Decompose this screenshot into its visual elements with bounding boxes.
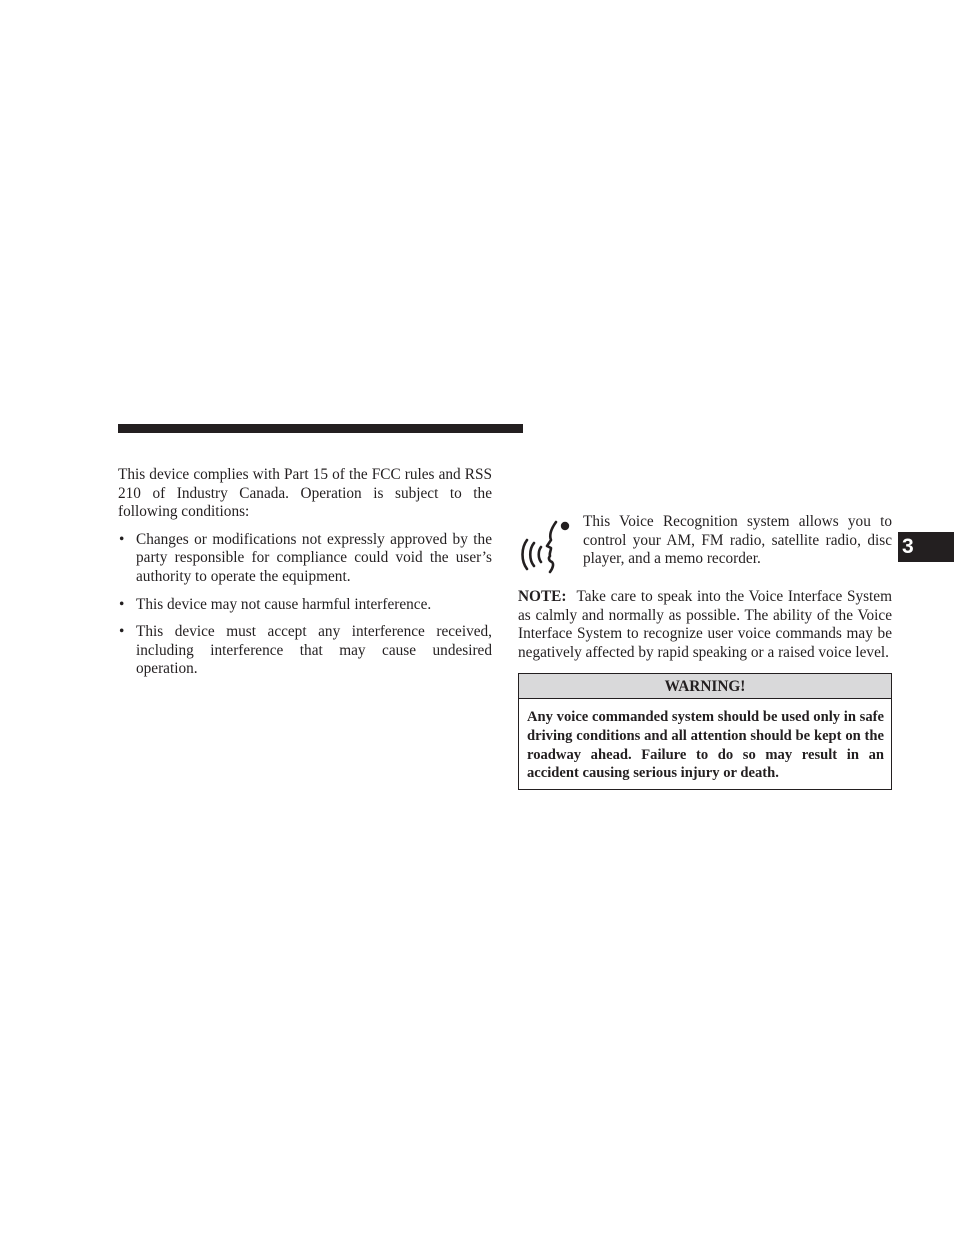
voice-recognition-icon <box>520 516 574 576</box>
warning-title: WARNING! <box>519 674 891 699</box>
list-item <box>118 623 492 679</box>
list-item <box>118 596 492 615</box>
section-rule <box>118 424 523 433</box>
list-item-text: This device may not cause harmful interference. <box>136 595 432 613</box>
bullet-icon: • <box>119 623 125 641</box>
list-item-text: This device must accept any interference received, including interference that may cause undesired operation. <box>136 623 492 678</box>
bullet-icon: • <box>119 595 125 613</box>
list-item <box>118 531 492 587</box>
warning-box <box>518 673 892 789</box>
fcc-intro-paragraph: This device complies with Part 15 of the FCC rules and RSS 210 of Industry Canada. Operation is subject to the following conditions: <box>118 466 492 521</box>
chapter-number: 3 <box>902 535 914 558</box>
left-column <box>118 466 492 688</box>
chapter-tab <box>898 532 954 562</box>
conditions-list <box>118 531 492 679</box>
warning-text: Any voice commanded system should be used only in safe driving conditions and all attention should be kept on the roadway ahead. Failure to do so may result in an accident causing serious injury or death. <box>527 709 884 782</box>
note-label: NOTE: <box>518 588 567 605</box>
note-paragraph <box>518 588 892 662</box>
bullet-icon: • <box>119 530 125 548</box>
right-column <box>518 513 892 790</box>
list-item-text: Changes or modifications not expressly approved by the party responsible for compliance could void the user’s authority to operate the equipment. <box>136 530 492 585</box>
note-text: Take care to speak into the Voice Interface System as calmly and normally as possible. The ability of the Voice Interface System to recognize user voice commands may be negatively affected by rapid speaking or a raised voice level. <box>518 588 892 661</box>
voice-recognition-block <box>518 513 892 583</box>
voice-recognition-text: This Voice Recognition system allows you to control your AM, FM radio, satellite radio, disc player, and a memo recorder. <box>583 513 892 568</box>
